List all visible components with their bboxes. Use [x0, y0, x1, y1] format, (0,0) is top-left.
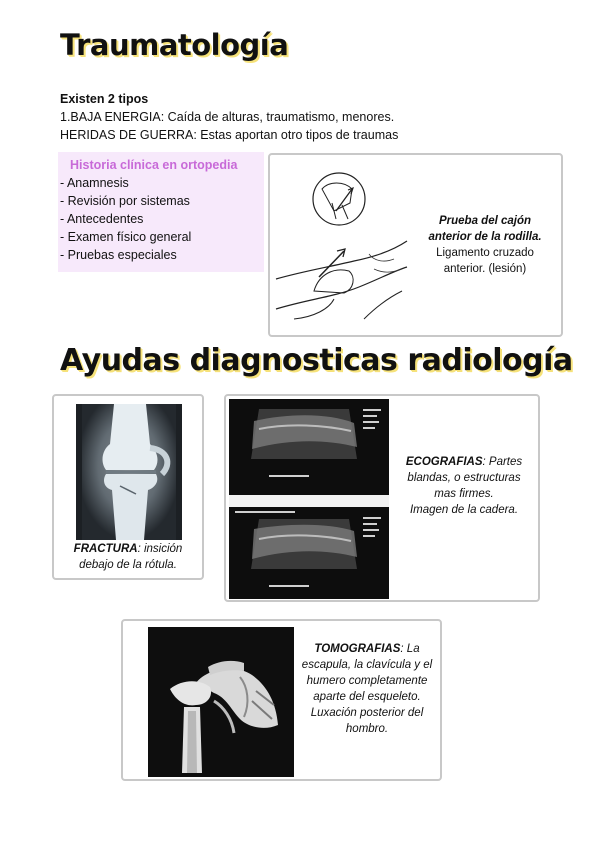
tomografias-desc: : La escapula, la clavícula y el humero completamente aparte del esqueleto. Luxación posterior del hombro. — [301, 643, 433, 735]
fractura-desc: : insición debajo de la rótula. — [79, 543, 183, 571]
shoulder-ct-image — [148, 627, 294, 777]
ecografias-label: ECOGRAFIAS — [405, 456, 483, 468]
tomografias-label: TOMOGRAFIAS — [314, 643, 401, 655]
cajon-card — [268, 153, 563, 337]
knee-drawer-illustration — [274, 159, 409, 331]
fractura-caption — [60, 541, 196, 573]
intro-line-2: HERIDAS DE GUERRA: Estas aportan otro tipos de traumas — [60, 128, 399, 142]
tomografias-card — [121, 619, 442, 781]
fractura-label: FRACTURA — [73, 543, 138, 555]
ecografias-note: Imagen de la cadera. — [409, 504, 519, 516]
ecografias-desc: : Partes blandas, o estructuras mas firmes. — [407, 456, 523, 500]
historia-item: - Revisión por sistemas — [60, 194, 190, 208]
historia-item: - Pruebas especiales — [60, 248, 177, 262]
ultrasound-image — [229, 399, 389, 599]
historia-heading: Historia clínica en ortopedia — [70, 158, 238, 172]
fractura-card — [52, 394, 204, 580]
intro-line-1: 1.BAJA ENERGIA: Caída de alturas, traumatismo, menores. — [60, 110, 395, 124]
page-title: Traumatología — [60, 28, 289, 62]
historia-clinica-box — [58, 152, 264, 272]
historia-item: - Examen físico general — [60, 230, 192, 244]
cajon-desc: Ligamento cruzado anterior. (lesión) — [436, 247, 534, 275]
intro-block — [60, 90, 398, 144]
tomografias-caption — [299, 641, 435, 737]
cajon-caption — [416, 213, 554, 277]
ecografias-caption — [398, 454, 530, 518]
ecografias-card — [224, 394, 540, 602]
historia-item: - Antecedentes — [60, 212, 144, 226]
historia-item: - Anamnesis — [60, 176, 129, 190]
cajon-title: Prueba del cajón anterior de la rodilla. — [428, 215, 542, 243]
intro-heading: Existen 2 tipos — [60, 92, 149, 106]
section-title: Ayudas diagnosticas radiología — [60, 343, 573, 378]
knee-xray-image — [76, 404, 182, 540]
